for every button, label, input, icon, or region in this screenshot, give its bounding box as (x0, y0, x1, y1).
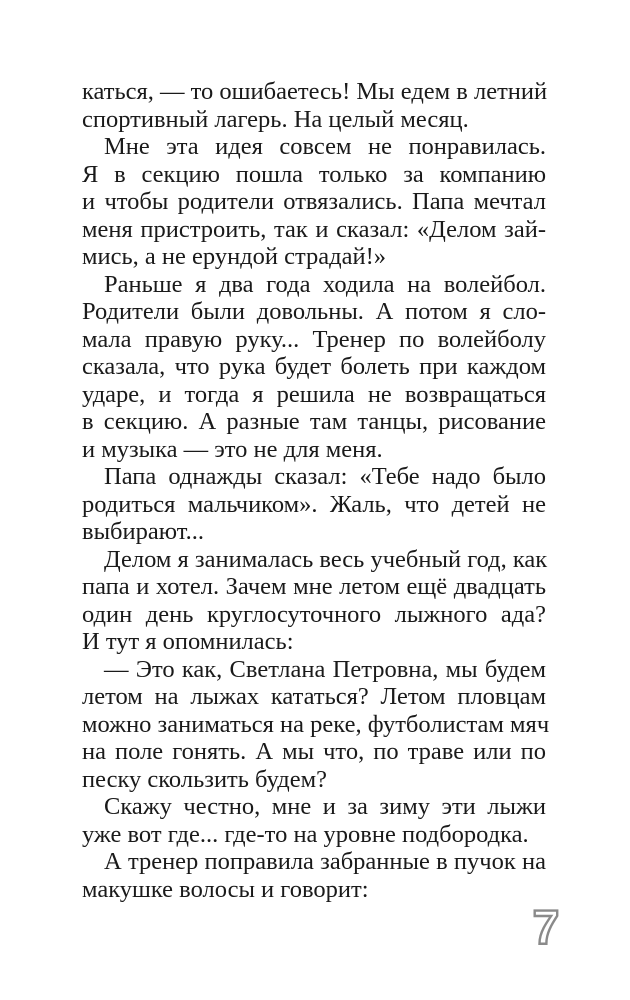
text-line: мала правую руку... Тренер по волейболу (82, 325, 546, 353)
text-line: и чтобы родители отвязались. Папа мечтал (82, 188, 546, 215)
text-line: каться, — то ошибаетесь! Мы едем в летний (82, 78, 548, 105)
text-line: спортивный лагерь. На целый месяц. (82, 105, 469, 133)
text-line: Я в секцию пошла только за компанию (82, 160, 546, 188)
text-line: Папа однажды сказал: «Тебе надо было (104, 463, 546, 490)
text-line: выбирают... (82, 518, 204, 545)
page-number-text: 7 (532, 902, 560, 950)
text-line: Делом я занималась весь учебный год, как (104, 545, 548, 573)
text-line: мись, а не ерундой страдай!» (82, 243, 387, 270)
text-line: сказала, что рука будет болеть при каждом (82, 353, 546, 380)
page-number (526, 902, 566, 950)
text-line: в секцию. А разные там танцы, рисование (82, 408, 546, 435)
text-line: макушке волосы и говорит: (82, 875, 369, 903)
text-line: можно заниматься на реке, футболистам мяч (82, 710, 550, 738)
text-line: и музыка — это не для меня. (82, 435, 383, 463)
text-line: на поле гонять. А мы что, по траве или по (82, 738, 546, 765)
text-line: А тренер поправила забранные в пучок на (104, 848, 546, 875)
text-line: И тут я опомнилась: (82, 628, 294, 655)
page-number-glyph (526, 902, 566, 950)
text-line: Родители были довольны. А потом я сло- (82, 298, 546, 325)
text-line: — Это как, Светлана Петровна, мы будем (104, 655, 546, 683)
text-line: ударе, и тогда я решила не возвращаться (82, 380, 546, 408)
page-body (82, 78, 550, 903)
text-line: уже вот где... где-то на уровне подбородка. (82, 820, 529, 848)
text-line: один день круглосуточного лыжного ада? (82, 600, 546, 628)
text-line: песку скользить будем? (82, 765, 328, 793)
text-line: папа и хотел. Зачем мне летом ещё двадцать (82, 573, 546, 600)
text-line: Мне эта идея совсем не понравилась. (104, 133, 546, 160)
text-line: Скажу честно, мне и за зиму эти лыжи (104, 793, 546, 820)
text-line: Раньше я два года ходила на волейбол. (104, 270, 546, 298)
text-line: родиться мальчиком». Жаль, что детей не (82, 490, 546, 518)
text-line: летом на лыжах кататься? Летом пловцам (82, 683, 546, 710)
text-line: меня пристроить, так и сказал: «Делом зай- (82, 215, 546, 243)
